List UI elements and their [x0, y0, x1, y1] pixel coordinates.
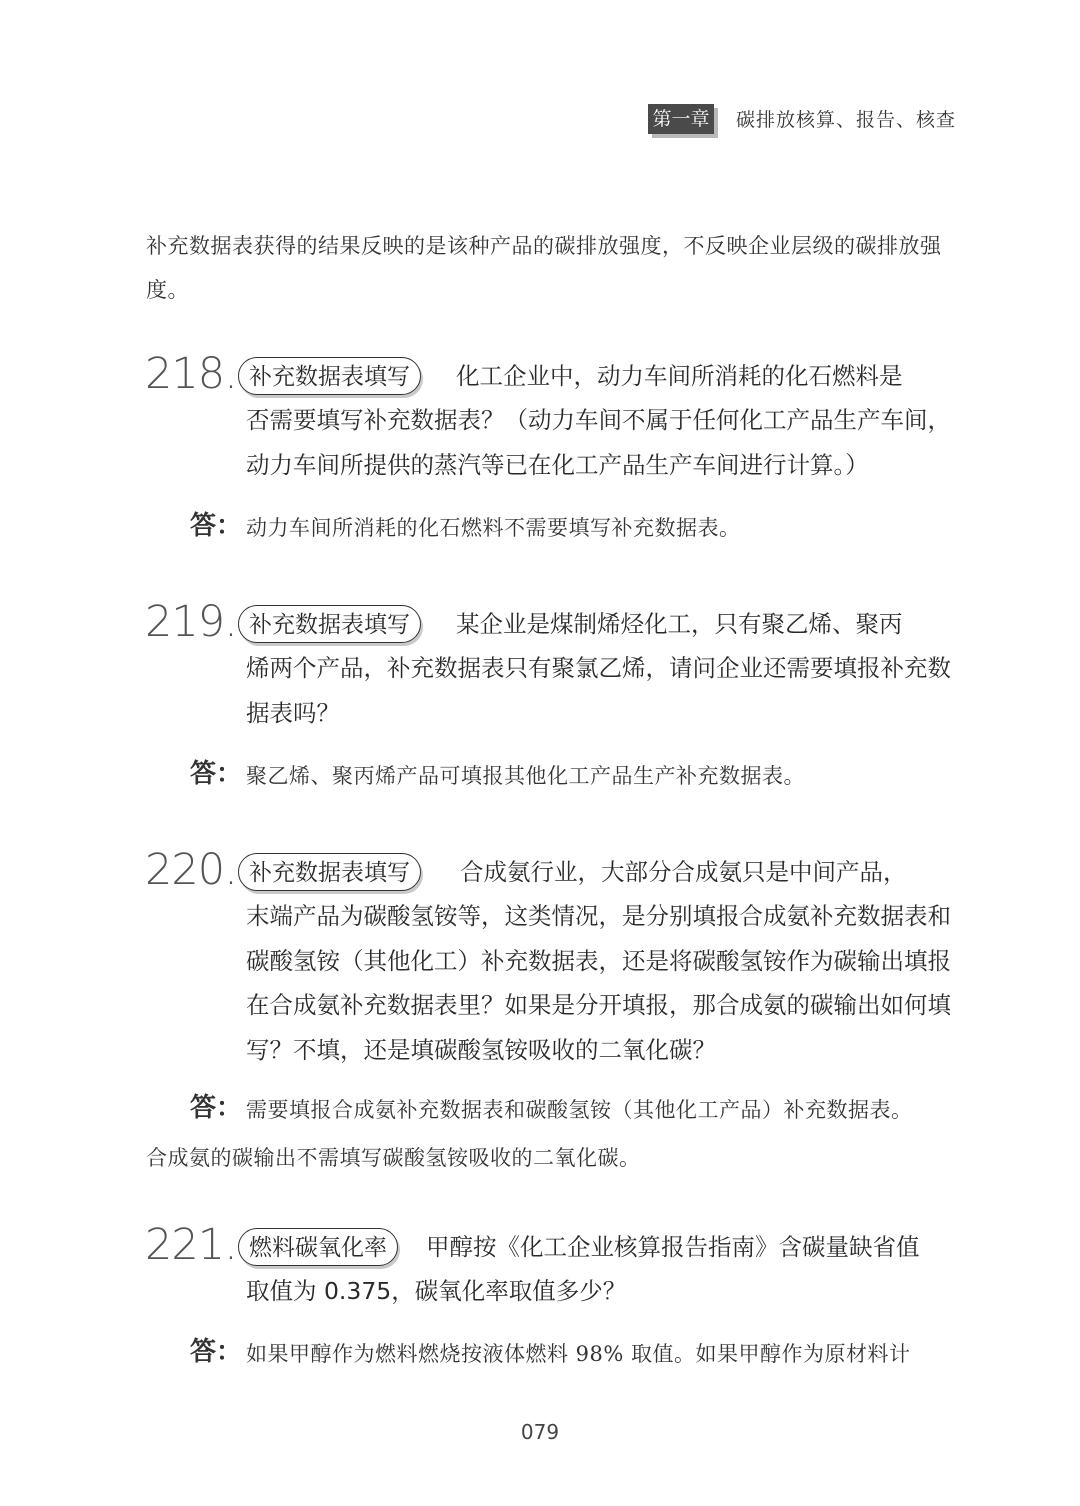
question-number: 220.	[145, 845, 237, 895]
question-text: 烯两个产品，补充数据表只有聚氯乙烯，请问企业还需要填报补充数据表吗？	[246, 654, 951, 727]
question-number: 221.	[145, 1220, 237, 1270]
question-first-line: 合成氨行业，大部分合成氨只是中间产品，	[460, 858, 907, 886]
question-text: 末端产品为碳酸氢铵等，这类情况，是分别填报合成氨补充数据表和碳酸氢铵（其他化工）补充数据表，还是将碳酸氢铵作为碳输出填报在合成氨补充数据表里？如果是分开填报，那合成氨的碳输出如何填写？不填，还是填碳酸氢铵吸收的二氧化碳？	[246, 902, 951, 1064]
question-text: 否需要填写补充数据表？（动力车间不属于任何化工产品生产车间，动力车间所提供的蒸汽等已在化工产品生产车间进行计算。）	[246, 406, 951, 479]
intro-paragraph: 补充数据表获得的结果反映的是该种产品的碳排放强度，不反映企业层级的碳排放强度。	[146, 234, 942, 302]
answer-label: 答：	[190, 759, 243, 789]
answer-label: 答：	[190, 511, 243, 541]
question-tag: 补充数据表填写	[238, 357, 421, 395]
answer-text: 如果甲醇作为燃料燃烧按液体燃料 98% 取值。如果甲醇作为原材料计	[246, 1342, 911, 1366]
answer-text: 动力车间所消耗的化石燃料不需要填写补充数据表。	[246, 516, 741, 540]
question-first-line: 甲醇按《化工企业核算报告指南》含碳量缺省值	[426, 1233, 920, 1261]
answer-label: 答：	[190, 1337, 243, 1367]
chapter-title: 碳排放核算、报告、核查	[736, 109, 957, 131]
question-first-line: 某企业是煤制烯烃化工，只有聚乙烯、聚丙	[456, 610, 903, 638]
question-first-line: 化工企业中，动力车间所消耗的化石燃料是	[456, 362, 903, 390]
question-text: 取值为 0.375，碳氧化率取值多少？	[246, 1277, 627, 1305]
question-tag: 燃料碳氧化率	[238, 1228, 398, 1266]
question-tag: 补充数据表填写	[238, 853, 421, 891]
answer-label: 答：	[190, 1093, 243, 1123]
chapter-badge: 第一章	[648, 104, 714, 134]
question-number: 219.	[145, 597, 237, 647]
question-tag: 补充数据表填写	[238, 605, 421, 643]
page-number: 079	[520, 1420, 560, 1444]
answer-text: 聚乙烯、聚丙烯产品可填报其他化工产品生产补充数据表。	[246, 764, 805, 788]
answer-text: 需要填报合成氨补充数据表和碳酸氢铵（其他化工产品）补充数据表。	[246, 1098, 913, 1122]
question-number: 218.	[145, 349, 237, 399]
answer-text-continued: 合成氨的碳输出不需填写碳酸氢铵吸收的二氧化碳。	[146, 1146, 641, 1170]
